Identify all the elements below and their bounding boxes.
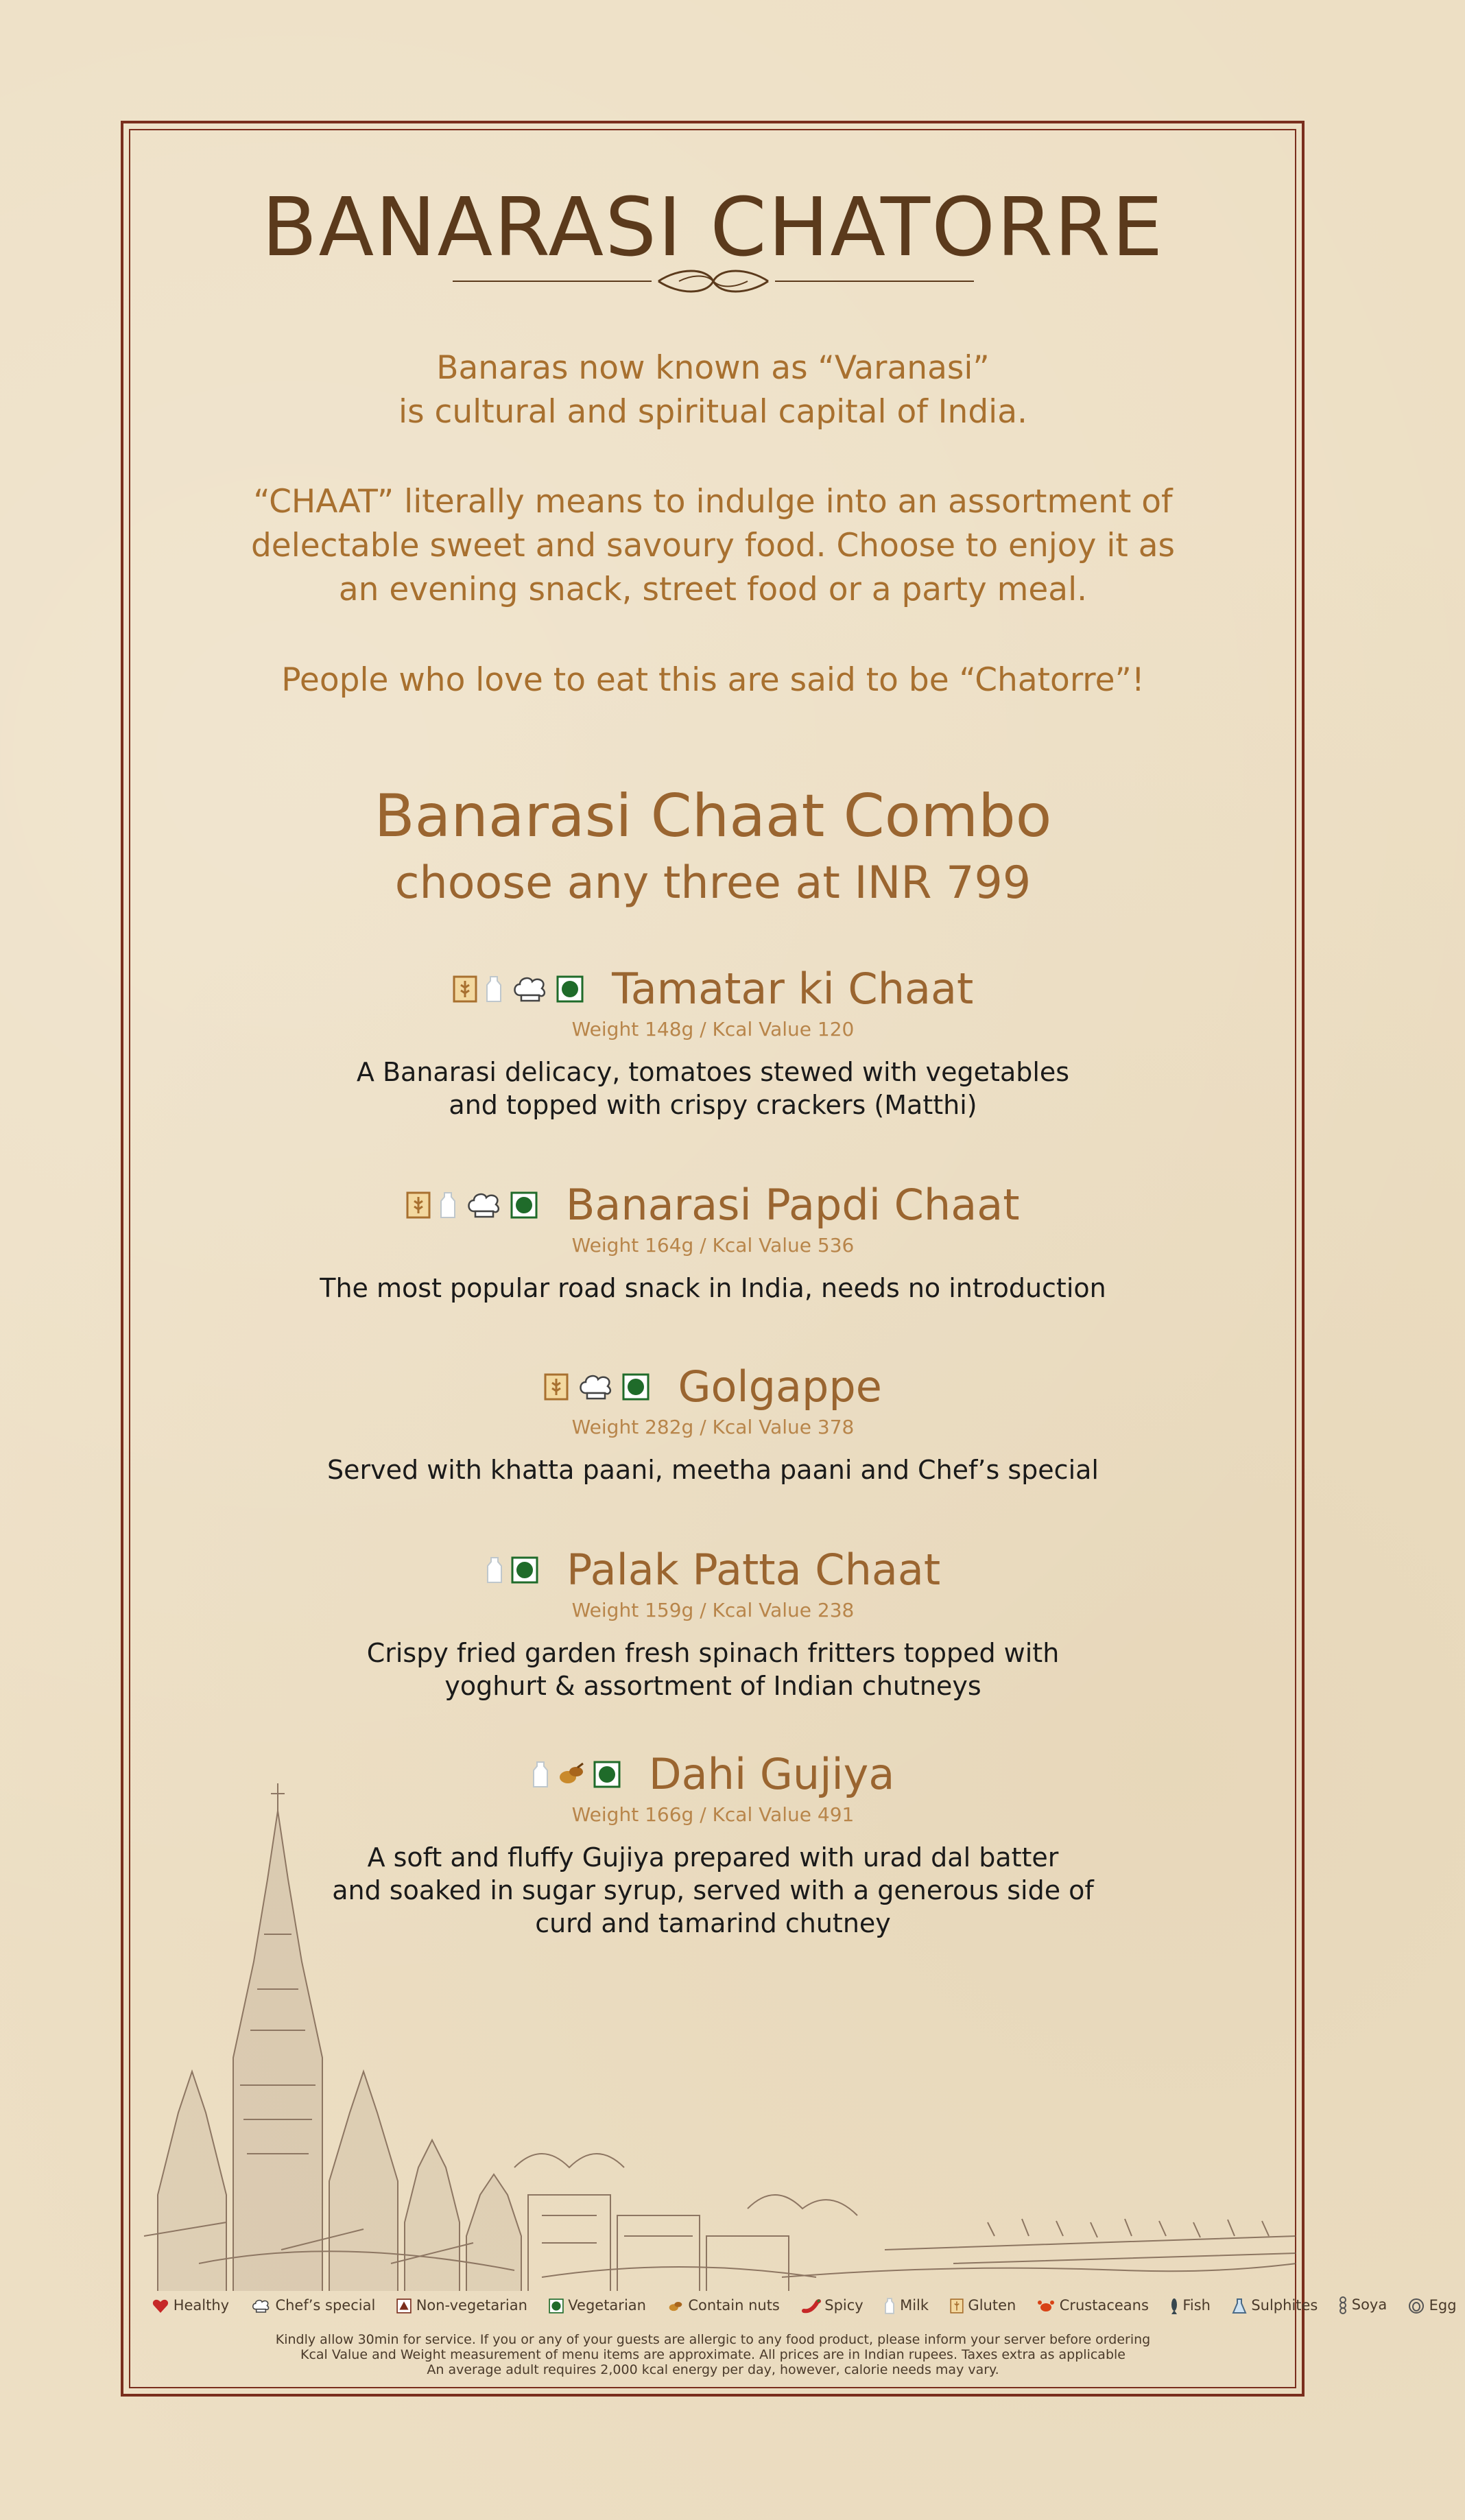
milk-icon: [884, 2298, 895, 2314]
dietary-legend: [144, 2296, 1457, 2314]
legend-label: Non-vegetarian: [416, 2297, 527, 2314]
sulphites-icon: [1232, 2298, 1247, 2314]
milk-icon: [486, 1556, 503, 1584]
menu-item: [0, 964, 1426, 1121]
legend-item: [152, 2297, 229, 2314]
chef-special-icon: [510, 975, 549, 1003]
menu-title: BANARASI CHATORRE: [261, 180, 1165, 274]
legend-label: Vegetarian: [568, 2297, 646, 2314]
legend-label: Gluten: [968, 2297, 1016, 2314]
legend-item: [250, 2297, 376, 2314]
legend-label: Fish: [1182, 2296, 1211, 2314]
item-name: Banarasi Papdi Chaat: [565, 1180, 1020, 1230]
gluten-icon: [406, 1191, 431, 1219]
legend-item: [1232, 2297, 1318, 2314]
crustaceans-icon: [1037, 2298, 1055, 2314]
desc-line: curd and tamarind chutney: [535, 1908, 891, 1938]
desc-line: and soaked in sugar syrup, served with a generous side of: [332, 1875, 1094, 1905]
spicy-icon: [801, 2298, 820, 2314]
legend-label: Soya: [1351, 2296, 1387, 2313]
chef-special-icon: [576, 1372, 615, 1401]
intro-paragraph-1: [0, 346, 1426, 434]
legend-item: [396, 2297, 527, 2314]
legend-item: [1339, 2296, 1387, 2314]
legend-label: Sulphites: [1251, 2296, 1318, 2314]
legend-label: Healthy: [173, 2297, 230, 2314]
gluten-icon: [544, 1373, 569, 1401]
vegetarian-icon: [510, 1191, 538, 1219]
intro-line: an evening snack, street food or a party meal.: [338, 571, 1088, 608]
item-name: Dahi Gujiya: [648, 1749, 895, 1799]
varanasi-temple-sketch: [130, 1674, 1296, 2291]
milk-icon: [485, 975, 503, 1003]
non-vegetarian-icon: [396, 2298, 412, 2314]
legend-item: [1408, 2297, 1457, 2314]
item-weight: Weight 164g / Kcal Value 536: [571, 1234, 855, 1257]
footer-notes: [0, 2332, 1426, 2377]
item-description: [0, 1272, 1426, 1305]
intro-paragraph-2: [0, 480, 1426, 612]
healthy-icon: [152, 2298, 169, 2314]
legend-item: [950, 2297, 1016, 2314]
egg-icon: [1408, 2298, 1425, 2314]
desc-line: A soft and fluffy Gujiya prepared with urad dal batter: [367, 1842, 1059, 1873]
desc-line: The most popular road snack in India, needs no introduction: [320, 1273, 1106, 1303]
item-weight: Weight 159g / Kcal Value 238: [571, 1599, 855, 1621]
intro-line: “CHAAT” literally means to indulge into an assortment of: [253, 483, 1173, 521]
combo-subtitle: choose any three at INR 799: [394, 857, 1032, 909]
legend-label: Contain nuts: [688, 2297, 780, 2314]
legend-item: [801, 2297, 863, 2314]
vegetarian-icon: [556, 975, 584, 1003]
legend-item: [1037, 2297, 1149, 2314]
desc-line: Served with khatta paani, meetha paani and Chef’s special: [327, 1455, 1099, 1485]
milk-icon: [439, 1191, 457, 1219]
intro-line: is cultural and spiritual capital of India.: [398, 393, 1027, 431]
item-name: Tamatar ki Chaat: [612, 964, 974, 1014]
menu-item: [0, 1362, 1426, 1486]
desc-line: yoghurt & assortment of Indian chutneys: [444, 1671, 981, 1701]
desc-line: Crispy fried garden fresh spinach fritters topped with: [366, 1638, 1060, 1668]
item-weight: Weight 148g / Kcal Value 120: [571, 1018, 855, 1041]
legend-label: Egg: [1429, 2296, 1457, 2314]
footer-line: Kindly allow 30min for service. If you or any of your guests are allergic to any food product, please inform your server before ordering: [275, 2332, 1151, 2347]
item-icons: [406, 1191, 541, 1220]
legend-label: Chef’s special: [275, 2297, 376, 2314]
gluten-icon: [453, 975, 477, 1003]
item-icons: [544, 1372, 654, 1401]
item-icons: [486, 1556, 543, 1584]
menu-item: [0, 1180, 1426, 1305]
item-description: [0, 1453, 1426, 1486]
intro-paragraph-3: People who love to eat this are said to be “Chatorre”!: [281, 661, 1145, 699]
chef-special-icon: [250, 2298, 271, 2314]
legend-label: Milk: [900, 2296, 929, 2314]
legend-item: [884, 2297, 929, 2314]
item-icons: [453, 975, 588, 1003]
nuts-icon: [667, 2298, 684, 2314]
item-name: Palak Patta Chaat: [566, 1545, 941, 1595]
ornament-divider: [453, 264, 974, 298]
item-name: Golgappe: [678, 1362, 882, 1412]
fish-icon: [1170, 2298, 1178, 2314]
vegetarian-icon: [549, 2298, 564, 2314]
gluten-icon: [950, 2298, 964, 2314]
chef-special-icon: [464, 1191, 503, 1220]
vegetarian-icon: [511, 1556, 538, 1584]
intro-line: Banaras now known as “Varanasi”: [436, 349, 990, 387]
legend-item: [1170, 2297, 1211, 2314]
legend-item: [667, 2297, 780, 2314]
item-weight: Weight 282g / Kcal Value 378: [571, 1416, 855, 1438]
intro-line: delectable sweet and savoury food. Choose to enjoy it as: [250, 527, 1176, 564]
soya-icon: [1339, 2296, 1347, 2314]
desc-line: and topped with crispy crackers (Matthi): [449, 1090, 977, 1120]
legend-item: [549, 2297, 646, 2314]
desc-line: A Banarasi delicacy, tomatoes stewed with vegetables: [356, 1057, 1070, 1087]
combo-title: Banarasi Chaat Combo: [374, 782, 1052, 851]
item-description: [0, 1056, 1426, 1121]
footer-line: An average adult requires 2,000 kcal energy per day, however, calorie needs may vary.: [427, 2362, 999, 2377]
vegetarian-icon: [622, 1373, 650, 1401]
item-weight: Weight 166g / Kcal Value 491: [571, 1803, 855, 1826]
footer-line: Kcal Value and Weight measurement of menu items are approximate. All prices are in Indian rupees. Taxes extra as applicable: [300, 2347, 1125, 2362]
legend-label: Crustaceans: [1059, 2297, 1149, 2314]
legend-label: Spicy: [824, 2297, 863, 2314]
